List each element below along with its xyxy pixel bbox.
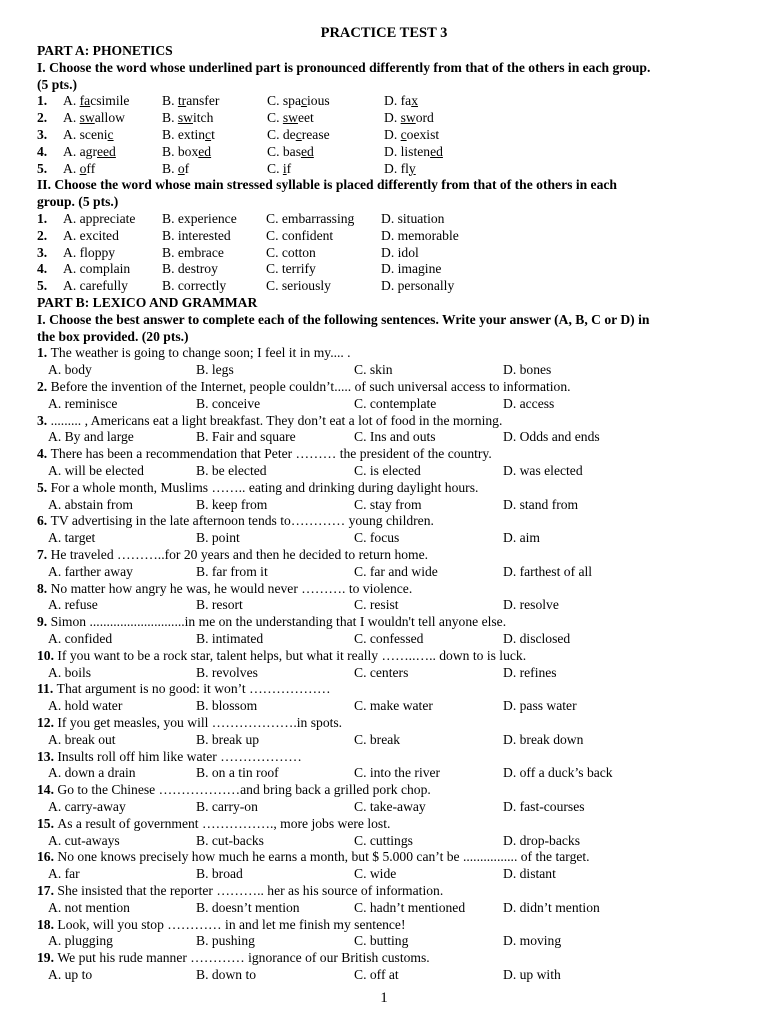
option-d: D. pass water (503, 698, 577, 714)
option-c: C. stay from (354, 496, 422, 512)
question-stem (37, 547, 428, 563)
option-d: D. fax (384, 93, 418, 109)
option-a: A. off (63, 160, 96, 176)
section-2-instruction: II. Choose the word whose main stressed syllable is placed differently from that of the others in each (37, 177, 617, 193)
option-d: D. moving (503, 933, 562, 949)
option-d: D. farthest of all (503, 563, 593, 579)
option-a: A. carefully (63, 278, 128, 294)
option-c: C. sweet (267, 110, 314, 126)
question-stem (37, 648, 526, 664)
question-text: He traveled ………..for 20 years and then he decided to return home. (50, 547, 429, 562)
option-d: D. break down (503, 731, 584, 747)
question-number: 3. (37, 127, 48, 142)
question-number: 17. (37, 883, 58, 898)
option-c: C. is elected (354, 463, 421, 478)
option-c: C. make water (354, 698, 433, 714)
option-a: A. agreed (63, 143, 116, 159)
option-c: C. break (354, 731, 401, 747)
underlined-part: ed (300, 143, 314, 159)
option-b: B. embrace (162, 244, 224, 260)
option-a: A. reminisce (48, 395, 118, 411)
question-stem (37, 883, 443, 899)
question-stem (37, 681, 331, 697)
option-d: D. sword (384, 110, 434, 126)
option-d: D. didn’t mention (503, 899, 600, 915)
option-a: A. boils (48, 664, 92, 680)
question-stem (37, 413, 502, 429)
option-a: A. farther away (48, 563, 133, 579)
option-b: B. doesn’t mention (196, 899, 300, 915)
option-d: D. situation (381, 211, 445, 226)
question-number: 4. (37, 446, 51, 462)
section-1-instruction: I. Choose the word whose underlined part is pronounced differently from that of the others in each group. (37, 59, 651, 75)
question-number: 11. (37, 681, 57, 697)
option-b: B. conceive (196, 395, 261, 411)
question-text: No one knows precisely how much he earns a month, but $ 5.000 can’t be ................ of the target. (57, 849, 590, 865)
question-stem (37, 614, 506, 630)
question-number: 4. (37, 261, 48, 277)
underlined-part: fa (79, 93, 91, 109)
option-a: A. excited (63, 227, 119, 243)
underlined-part: ed (198, 143, 212, 159)
question-text: Go to the Chinese ………………and bring back a grilled pork chop. (57, 782, 431, 798)
option-b: B. correctly (162, 278, 227, 294)
option-c: C. hadn’t mentioned (354, 899, 466, 915)
question-number: 2. (37, 110, 48, 126)
option-c: C. terrify (266, 261, 316, 277)
option-c: C. seriously (266, 278, 331, 294)
question-stem (37, 950, 430, 966)
option-c: C. into the river (354, 765, 441, 781)
option-d: D. coexist (384, 127, 440, 142)
option-c: C. decrease (267, 127, 330, 142)
question-text: Before the invention of the Internet, people couldn’t..... of such universal access to information. (50, 379, 571, 394)
section-1-points: (5 pts.) (37, 76, 78, 92)
option-c: C. embarrassing (266, 211, 355, 226)
option-b: B. experience (162, 211, 237, 226)
option-a: A. not mention (48, 899, 130, 915)
question-text: That argument is no good: it won’t ……………… (56, 681, 331, 697)
underlined-part: c (400, 127, 407, 142)
question-text: If you want to be a rock star, talent helps, but what it really ……..….. down to is luck. (57, 647, 527, 663)
option-a: A. up to (48, 967, 93, 982)
part-b-heading: PART B: LEXICO AND GRAMMAR (37, 295, 258, 310)
question-number: 9. (37, 614, 51, 630)
underlined-part: c (300, 93, 308, 109)
underlined-part: sw (400, 110, 416, 126)
option-b: B. keep from (196, 496, 268, 512)
underlined-part: tr (177, 93, 187, 109)
option-b: B. Fair and square (196, 429, 296, 445)
underlined-part: o (79, 160, 87, 176)
option-a: A. carry-away (48, 799, 126, 814)
underlined-part: x (411, 93, 418, 109)
question-text: She insisted that the reporter ……….. her as his source of information. (57, 883, 444, 898)
question-text: Simon ............................in me on the understanding that I wouldn't tell anyone else. (50, 614, 507, 630)
option-b: B. intimated (196, 631, 264, 646)
question-stem (37, 379, 571, 395)
option-b: B. point (196, 530, 240, 546)
option-c: C. focus (354, 530, 400, 546)
option-d: D. was elected (503, 463, 583, 478)
question-number: 1. (37, 345, 51, 361)
option-d: D. stand from (503, 496, 579, 512)
question-stem (37, 749, 302, 765)
underlined-part: y (408, 160, 416, 176)
option-c: C. cuttings (354, 832, 413, 848)
question-number: 19. (37, 950, 58, 966)
option-d: D. bones (503, 362, 552, 378)
underlined-part: c (295, 127, 302, 142)
question-text: TV advertising in the late afternoon tends to………… young children. (50, 513, 434, 529)
option-a: A. plugging (48, 933, 113, 949)
option-c: C. far and wide (354, 563, 438, 579)
option-c: C. wide (354, 866, 397, 882)
option-c: C. confessed (354, 631, 424, 646)
question-number: 5. (37, 160, 48, 176)
question-number: 15. (37, 815, 58, 831)
option-a: A. complain (63, 261, 131, 277)
question-text: ......... , Americans eat a light breakfast. They don’t eat a lot of food in the morning. (50, 412, 503, 428)
option-c: C. off at (354, 967, 399, 982)
option-c: C. Ins and outs (354, 429, 436, 445)
option-b: B. blossom (196, 698, 258, 714)
option-a: A. By and large (48, 429, 134, 445)
option-b: B. of (162, 160, 190, 176)
question-number: 2. (37, 379, 51, 394)
question-stem (37, 513, 434, 529)
option-d: D. off a duck’s back (503, 765, 613, 781)
option-b: B. extinct (162, 127, 215, 142)
question-number: 12. (37, 715, 58, 730)
option-c: C. take-away (354, 799, 426, 814)
question-stem (37, 480, 478, 496)
option-c: C. butting (354, 933, 409, 949)
question-stem (37, 816, 390, 832)
option-b: B. carry-on (196, 799, 258, 814)
option-d: D. idol (381, 244, 419, 260)
question-text: Insults roll off him like water ……………… (57, 748, 302, 764)
question-number: 18. (37, 916, 58, 932)
option-b: B. destroy (162, 261, 218, 277)
option-d: D. access (503, 395, 555, 411)
option-b: B. cut-backs (196, 832, 264, 848)
option-b: B. transfer (162, 93, 220, 109)
option-a: A. abstain from (48, 496, 133, 512)
option-b: B. down to (196, 967, 257, 982)
question-number: 6. (37, 513, 51, 529)
question-text: As a result of government ……………., more jobs were lost. (57, 815, 391, 831)
question-number: 5. (37, 479, 51, 495)
question-stem (37, 581, 412, 597)
option-d: D. fast-courses (503, 799, 585, 814)
underlined-part: ed (430, 143, 443, 159)
option-a: A. refuse (48, 597, 98, 613)
option-d: D. listened (384, 143, 443, 159)
option-d: D. distant (503, 866, 556, 882)
question-number: 2. (37, 227, 48, 243)
option-d: D. refines (503, 664, 557, 680)
option-d: D. drop-backs (503, 832, 581, 848)
option-c: C. spacious (267, 93, 330, 109)
option-b: B. legs (196, 362, 234, 378)
page-title: PRACTICE TEST 3 (320, 25, 448, 41)
option-c: C. skin (354, 362, 393, 378)
option-d: D. aim (503, 530, 540, 546)
option-d: D. disclosed (503, 631, 571, 646)
question-number: 7. (37, 547, 51, 562)
option-b: B. revolves (196, 664, 258, 680)
option-c: C. centers (354, 664, 409, 680)
question-text: Look, will you stop ………… in and let me finish my sentence! (57, 916, 406, 932)
option-b: B. far from it (196, 563, 268, 579)
part-b-instruction: I. Choose the best answer to complete each of the following sentences. Write your answer (A, B, C or D) in (37, 311, 650, 327)
question-stem (37, 782, 431, 798)
option-b: B. resort (196, 597, 243, 613)
option-d: D. resolve (503, 597, 559, 613)
question-number: 1. (37, 211, 48, 226)
question-number: 8. (37, 580, 51, 596)
option-b: B. switch (162, 110, 214, 126)
question-number: 3. (37, 244, 48, 260)
question-stem (37, 446, 492, 462)
option-a: A. facsimile (63, 93, 130, 109)
option-b: B. broad (196, 866, 243, 882)
option-a: A. hold water (48, 698, 123, 714)
underlined-part: eed (96, 143, 116, 159)
question-number: 10. (37, 647, 58, 663)
question-stem (37, 917, 406, 933)
option-d: D. fly (384, 160, 416, 176)
option-a: A. appreciate (63, 211, 136, 226)
question-number: 14. (37, 782, 58, 798)
option-c: C. if (267, 160, 292, 176)
option-a: A. confided (48, 631, 113, 646)
option-b: B. pushing (196, 933, 255, 949)
underlined-part: sw (79, 110, 95, 126)
question-text: We put his rude manner ………… ignorance of our British customs. (57, 950, 430, 966)
option-b: B. interested (162, 227, 231, 243)
option-b: B. break up (196, 731, 260, 747)
question-stem (37, 345, 351, 361)
question-number: 4. (37, 143, 48, 159)
page-number: 1 (380, 990, 388, 1006)
option-c: C. resist (354, 597, 399, 613)
option-a: A. break out (48, 731, 116, 747)
question-number: 1. (37, 93, 48, 109)
option-a: A. floppy (63, 244, 116, 260)
option-c: C. based (267, 143, 314, 159)
option-c: C. cotton (266, 244, 316, 260)
question-text: For a whole month, Muslims …….. eating and drinking during daylight hours. (50, 479, 479, 495)
option-a: A. cut-aways (48, 832, 120, 848)
question-number: 3. (37, 412, 51, 428)
option-b: B. boxed (162, 143, 212, 159)
question-text: The weather is going to change soon; I feel it in my.... . (50, 345, 351, 361)
option-c: C. contemplate (354, 395, 437, 411)
question-stem (37, 715, 342, 731)
option-b: B. be elected (196, 463, 267, 478)
option-b: B. on a tin roof (196, 765, 279, 781)
option-d: D. personally (381, 278, 455, 294)
underlined-part: sw (282, 110, 298, 126)
underlined-part: c (107, 127, 114, 142)
option-a: A. swallow (63, 110, 125, 126)
option-d: D. up with (503, 967, 561, 982)
question-number: 16. (37, 849, 58, 865)
part-b-points: the box provided. (20 pts.) (37, 328, 189, 344)
option-d: D. Odds and ends (503, 429, 600, 445)
underlined-part: i (282, 160, 287, 176)
option-a: A. far (48, 866, 80, 882)
option-c: C. confident (266, 227, 334, 243)
question-number: 5. (37, 278, 48, 294)
option-d: D. imagine (381, 261, 442, 277)
question-text: If you get measles, you will ……………….in spots. (57, 715, 343, 730)
question-stem (37, 849, 590, 865)
part-a-heading: PART A: PHONETICS (37, 43, 173, 58)
underlined-part: sw (177, 110, 193, 126)
question-text: No matter how angry he was, he would never ………. to violence. (50, 580, 413, 596)
option-d: D. memorable (381, 227, 459, 243)
section-2-points: group. (5 pts.) (37, 194, 119, 210)
option-a: A. body (48, 362, 92, 378)
underlined-part: c (205, 127, 212, 142)
underlined-part: o (177, 160, 185, 176)
question-text: There has been a recommendation that Peter ……… the president of the country. (50, 446, 492, 462)
option-a: A. will be elected (48, 463, 144, 478)
option-a: A. down a drain (48, 765, 136, 781)
option-a: A. target (48, 530, 96, 546)
question-number: 13. (37, 748, 58, 764)
option-a: A. scenic (63, 127, 114, 142)
